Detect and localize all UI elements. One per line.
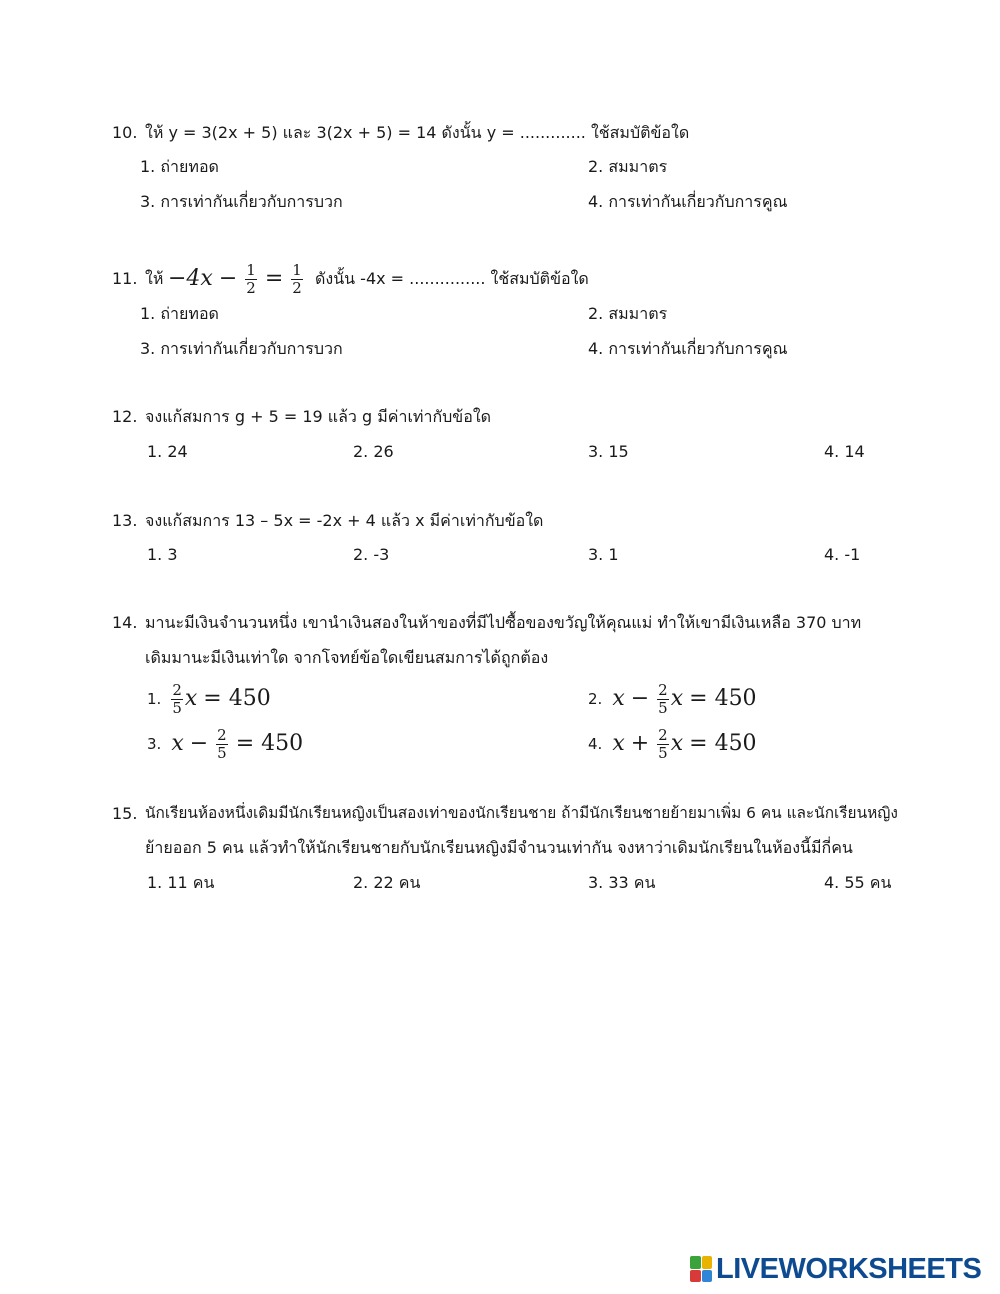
q12-option-2[interactable]: 2. 26 — [353, 442, 394, 461]
q14-option-3-number: 3. — [147, 734, 162, 753]
q12-option-3[interactable]: 3. 15 — [588, 442, 629, 461]
q10-option-3[interactable]: 3. การเท่ากันเกี่ยวกับการบวก — [140, 192, 343, 211]
q11-number: 11. — [112, 269, 138, 288]
q13-option-2[interactable]: 2. -3 — [353, 545, 390, 564]
q10-option-1[interactable]: 1. ถ่ายทอด — [140, 157, 219, 176]
q14-option-4[interactable]: 4. x + $\frac{2}{5}$ x = 450 — [588, 725, 757, 762]
q13-option-1[interactable]: 1. 3 — [147, 545, 178, 564]
q11-eq-frac-2: $\frac{1}{2}$ — [292, 260, 302, 297]
q10-number: 10. — [112, 123, 138, 142]
q15-number: 15. — [112, 804, 138, 823]
logo-wordmark: LIVEWORKSHEETS — [716, 1252, 982, 1285]
q11-eq-frac-1: $\frac{1}{2}$ — [246, 260, 256, 297]
q12-text: จงแก้สมการ g + 5 = 19 แล้ว g มีค่าเท่ากับข้อใด — [145, 407, 492, 426]
q11-option-1[interactable]: 1. ถ่ายทอด — [140, 304, 219, 323]
q11-eq-minus: − — [218, 266, 238, 291]
q11-eq-equals: = — [264, 266, 284, 291]
q15-option-2[interactable]: 2. 22 คน — [353, 873, 421, 892]
q14-option-3[interactable]: 3. x − $\frac{2}{5}$ = 450 — [147, 725, 304, 762]
q12-option-1[interactable]: 1. 24 — [147, 442, 188, 461]
q11-option-3[interactable]: 3. การเท่ากันเกี่ยวกับการบวก — [140, 339, 343, 358]
q10-text: ให้ y = 3(2x + 5) และ 3(2x + 5) = 14 ดังนั้น y = ............. ใช้สมบัติข้อใด — [145, 123, 690, 142]
logo-badge-icon — [690, 1256, 712, 1282]
q11-option-2[interactable]: 2. สมมาตร — [588, 304, 668, 323]
q11-prefix: ให้ — [145, 269, 164, 288]
q11-equation — [168, 257, 305, 301]
liveworksheets-logo — [690, 1254, 990, 1284]
q14-number: 14. — [112, 613, 138, 632]
q13-option-3[interactable]: 3. 1 — [588, 545, 619, 564]
q11-option-4[interactable]: 4. การเท่ากันเกี่ยวกับการคูณ — [588, 339, 788, 358]
q13-number: 13. — [112, 511, 138, 530]
q14-text-line1: มานะมีเงินจำนวนหนึ่ง เขานำเงินสองในห้าของที่มีไปซื้อของขวัญให้คุณแม่ ทำให้เขามีเงินเหลือ 370 บาท — [145, 613, 862, 632]
q15-text-line1: นักเรียนห้องหนึ่งเดิมมีนักเรียนหญิงเป็นสองเท่าของนักเรียนชาย ถ้ามีนักเรียนชายย้ายมาเพิ่ม 6 คน และนักเรียนหญิง — [145, 804, 898, 822]
q14-option-4-number: 4. — [588, 734, 603, 753]
q10-option-2[interactable]: 2. สมมาตร — [588, 157, 668, 176]
q15-text-line2: ย้ายออก 5 คน แล้วทำให้นักเรียนชายกับนักเรียนหญิงมีจำนวนเท่ากัน จงหาว่าเดิมนักเรียนในห้องนี้มีกี่คน — [145, 838, 853, 857]
q14-option-1[interactable]: 1. $\frac{2}{5}$ x = 450 — [147, 680, 271, 717]
q11-eq-term: −4x — [168, 266, 213, 291]
q15-option-1[interactable]: 1. 11 คน — [147, 873, 215, 892]
q13-option-4[interactable]: 4. -1 — [824, 545, 861, 564]
q15-option-3[interactable]: 3. 33 คน — [588, 873, 656, 892]
q10-option-4[interactable]: 4. การเท่ากันเกี่ยวกับการคูณ — [588, 192, 788, 211]
q12-option-4[interactable]: 4. 14 — [824, 442, 865, 461]
q14-option-1-number: 1. — [147, 689, 162, 708]
q11-suffix: ดังนั้น -4x = ............... ใช้สมบัติข้อใด — [315, 269, 589, 288]
q14-option-2-number: 2. — [588, 689, 603, 708]
q12-number: 12. — [112, 407, 138, 426]
q15-option-4[interactable]: 4. 55 คน — [824, 873, 892, 892]
q14-text-line2: เดิมมานะมีเงินเท่าใด จากโจทย์ข้อใดเขียนสมการได้ถูกต้อง — [145, 648, 549, 667]
q14-option-2[interactable]: 2. x − $\frac{2}{5}$ x = 450 — [588, 680, 757, 717]
q13-text: จงแก้สมการ 13 – 5x = -2x + 4 แล้ว x มีค่าเท่ากับข้อใด — [145, 511, 544, 530]
